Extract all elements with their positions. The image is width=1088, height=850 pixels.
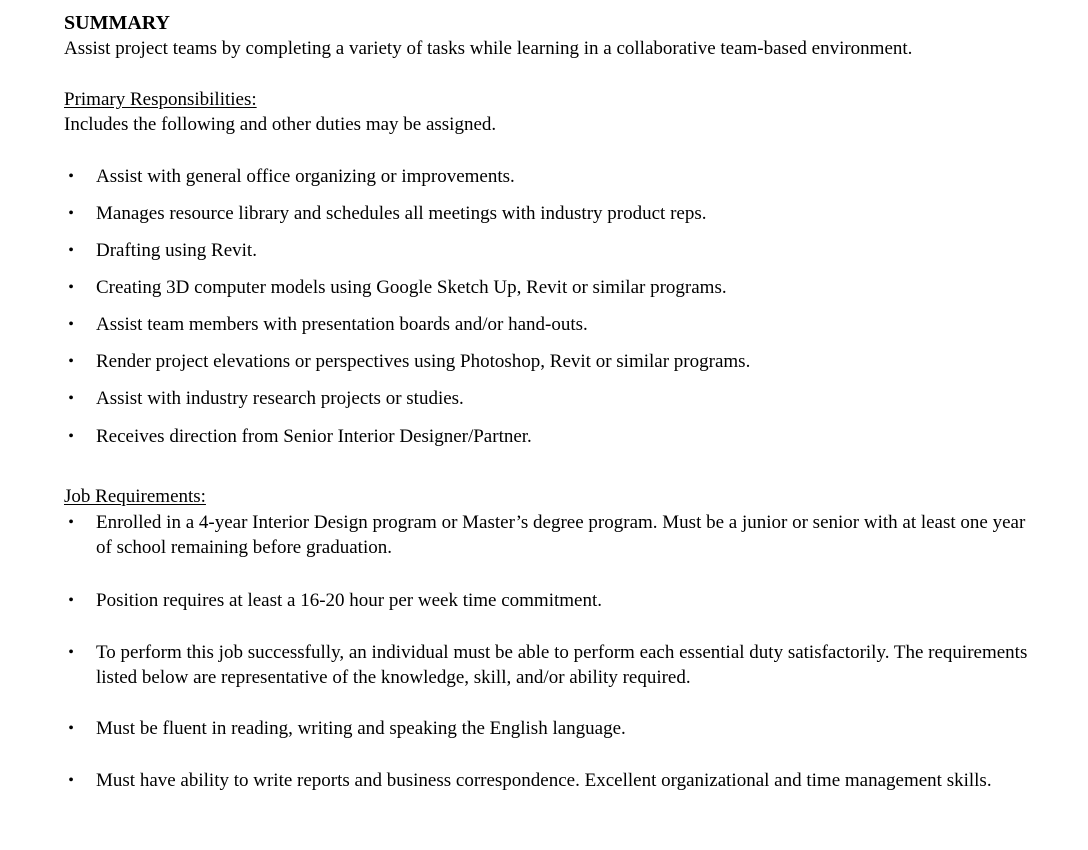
requirement-text: Position requires at least a 16-20 hour per week time commitment. [96,590,603,611]
bullet-icon: • [68,720,74,737]
responsibility-text: Drafting using Revit. [96,240,257,261]
bullet-icon: • [68,316,74,333]
responsibility-text: Assist team members with presentation boards and/or hand-outs. [96,314,588,335]
primary-responsibilities-heading: Primary Responsibilities: [64,89,257,110]
requirement-text: Must be fluent in reading, writing and speaking the English language. [96,718,626,739]
bullet-icon: • [68,514,74,531]
bullet-icon: • [68,168,74,185]
bullet-icon: • [68,772,74,789]
bullet-icon: • [68,428,74,445]
responsibility-text: Assist with general office organizing or improvements. [96,166,515,187]
bullet-icon: • [68,644,74,661]
bullet-icon: • [68,279,74,296]
bullet-icon: • [68,390,74,407]
requirement-text: To perform this job successfully, an individual must be able to perform each essential duty satisfactorily. The requirements listed below are representative of the knowledge, skill, and/or ability required. [96,642,1028,688]
bullet-icon: • [68,242,74,259]
responsibility-text: Assist with industry research projects or studies. [96,388,464,409]
responsibility-text: Creating 3D computer models using Google Sketch Up, Revit or similar programs. [96,277,727,298]
bullet-icon: • [68,592,74,609]
primary-responsibilities-intro: Includes the following and other duties may be assigned. [64,114,497,135]
job-requirements-heading: Job Requirements: [64,486,206,507]
responsibility-text: Manages resource library and schedules all meetings with industry product reps. [96,203,707,224]
summary-heading: SUMMARY [64,12,170,34]
responsibility-text: Render project elevations or perspectives using Photoshop, Revit or similar programs. [96,351,751,372]
responsibility-text: Receives direction from Senior Interior Designer/Partner. [96,426,532,447]
bullet-icon: • [68,353,74,370]
summary-text: Assist project teams by completing a variety of tasks while learning in a collaborative team-based environment. [64,38,913,59]
bullet-icon: • [68,205,74,222]
requirement-text: Must have ability to write reports and business correspondence. Excellent organizational and time management skills. [96,770,992,791]
requirement-text: Enrolled in a 4-year Interior Design program or Master’s degree program. Must be a junior or senior with at least one year of school remaining before graduation. [96,512,1026,558]
